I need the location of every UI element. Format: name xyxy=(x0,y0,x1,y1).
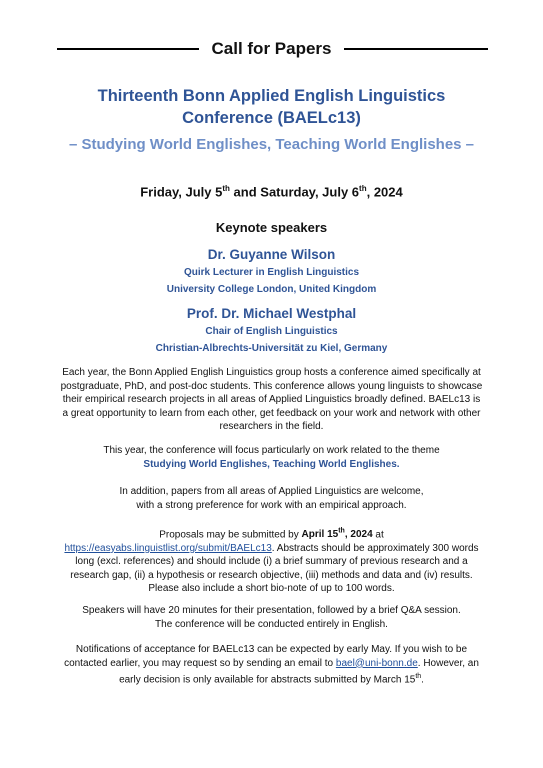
header-rule-right xyxy=(344,48,488,50)
theme-paragraph xyxy=(60,444,483,471)
theme-text: Studying World Englishes, Teaching World Englishes. xyxy=(143,458,400,470)
keynote-heading: Keynote speakers xyxy=(215,220,328,235)
addition-line-1: In addition, papers from all areas of Applied Linguistics are welcome, xyxy=(119,486,424,497)
notify-prefix: Notifications of acceptance for BAELc13 can be expected by early May. If you wish to be contacted earlier, you may request so by sending an email to xyxy=(64,644,468,669)
submission-link[interactable]: https://easyabs.linguistlist.org/submit/BAELc13 xyxy=(64,542,272,554)
speaker-institution: Christian-Albrechts-Universität zu Kiel, Germany xyxy=(155,343,388,354)
proposals-paragraph xyxy=(60,525,483,596)
header xyxy=(0,37,543,61)
keynote-speaker xyxy=(40,304,503,357)
notification-paragraph xyxy=(60,643,483,687)
date-sup-2: th xyxy=(359,184,367,193)
speakers-line-1: Speakers will have 20 minutes for their presentation, followed by a brief Q&A session. xyxy=(82,605,461,616)
keynote-speaker xyxy=(40,245,503,298)
date-suffix: , 2024 xyxy=(366,184,403,200)
intro-paragraph: Each year, the Bonn Applied English Linguistics group hosts a conference aimed specifically at postgraduate, PhD, and post-doc students. This conference allows young linguists to showcase their empirical research projects in all areas of Applied Linguistics broadly defined. BAELc13 is a great opportunity to learn from each other, get feedback on your work and network with other researchers in the field. xyxy=(60,367,483,432)
speaker-name: Dr. Guyanne Wilson xyxy=(207,247,336,262)
speakers-line-2: The conference will be conducted entirely in English. xyxy=(155,618,388,630)
proposals-at: at xyxy=(372,529,384,541)
date-sup-1: th xyxy=(222,184,230,193)
speaker-role: Chair of English Linguistics xyxy=(205,326,338,337)
date-prefix: Friday, July 5 xyxy=(140,184,223,200)
notify-end: . xyxy=(421,674,424,686)
speaker-institution: University College London, United Kingdom xyxy=(166,284,377,295)
deadline-day: April 15 xyxy=(301,529,339,541)
conference-subtitle: – Studying World Englishes, Teaching World Englishes – xyxy=(68,136,475,153)
speakers-paragraph xyxy=(60,604,483,631)
date-middle: and Saturday, July 6 xyxy=(229,184,360,200)
addition-line-2: with a strong preference for work with an empirical approach. xyxy=(136,499,407,511)
deadline-year: , 2024 xyxy=(344,529,373,541)
proposals-details: . Abstracts should be approximately 300 words long (excl. references) and should include (i) a brief summary of previous research and a research gap, (ii) a hypothesis or research objective, (iii) methods and data and (iv) results. Please also include a short bio-note of up to 100 words. xyxy=(70,542,479,595)
conference-title-line1: Thirteenth Bonn Applied English Linguistics xyxy=(97,87,446,105)
page-title: Call for Papers xyxy=(211,39,332,58)
proposals-prefix: Proposals may be submitted by xyxy=(159,529,302,541)
conference-title-line2: Conference (BAELc13) xyxy=(182,109,361,127)
conference-dates xyxy=(40,180,503,201)
deadline-sup: th xyxy=(338,528,345,535)
deadline-date xyxy=(302,529,373,540)
addition-paragraph xyxy=(60,485,483,512)
speaker-role: Quirk Lecturer in English Linguistics xyxy=(183,267,360,278)
conference-title xyxy=(60,85,483,129)
notify-mid: . However, an early decision is only available for abstracts submitted by March 15 xyxy=(119,657,479,686)
contact-email-link[interactable]: bael@uni-bonn.de xyxy=(335,657,418,669)
notify-sup: th xyxy=(415,673,422,680)
theme-intro: This year, the conference will focus particularly on work related to the theme xyxy=(103,445,440,456)
speaker-name: Prof. Dr. Michael Westphal xyxy=(186,306,357,321)
